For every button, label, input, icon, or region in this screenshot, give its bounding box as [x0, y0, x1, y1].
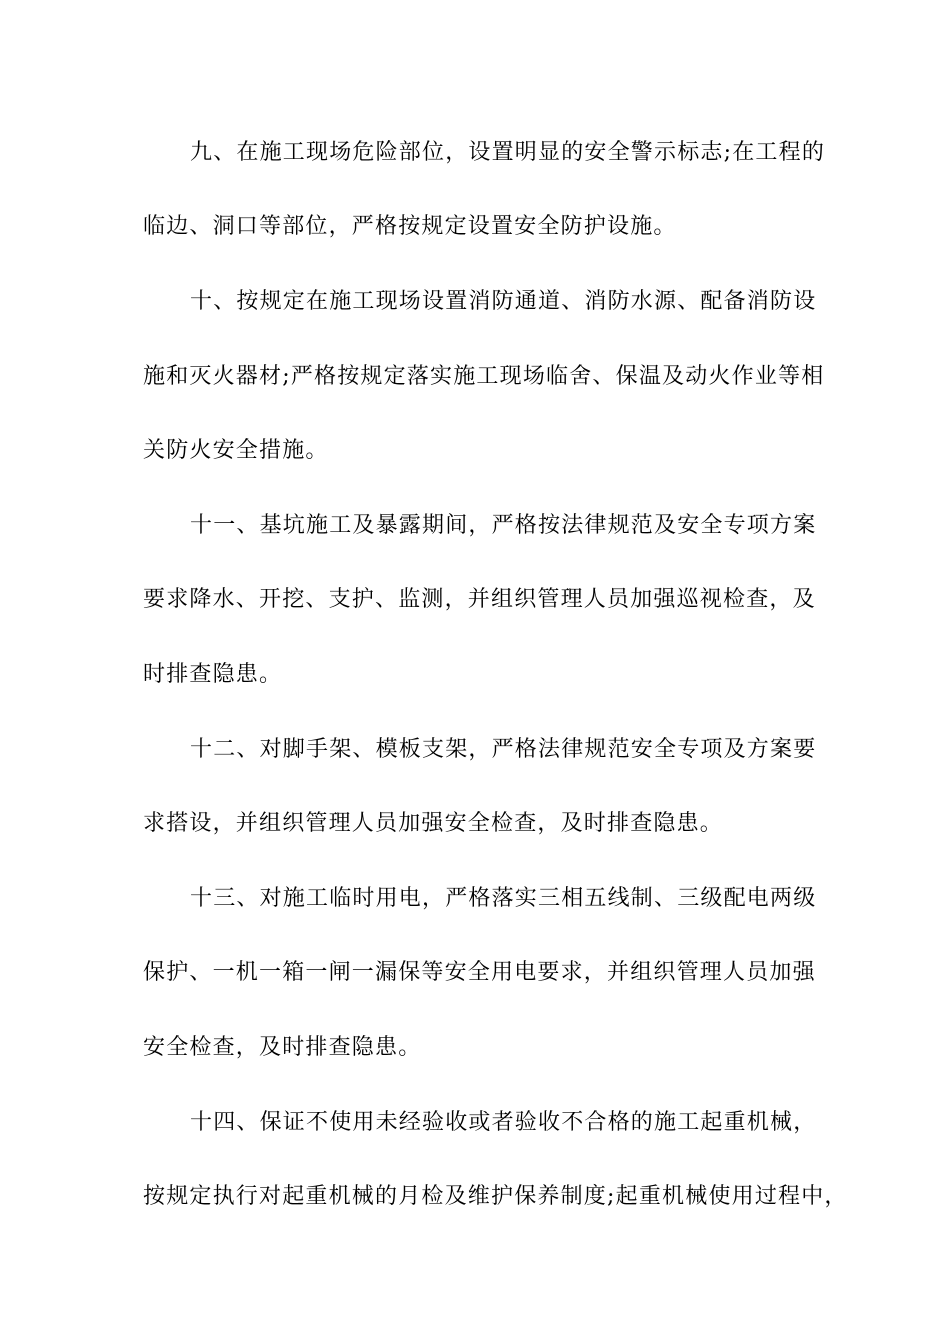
text-line: 十一、基坑施工及暴露期间，严格按法律规范及安全专项方案 — [190, 513, 817, 538]
text-line: 临边、洞口等部位，严格按规定设置安全防护设施。 — [143, 214, 677, 239]
text-line: 时排查隐患。 — [143, 662, 283, 687]
text-line: 九、在施工现场危险部位，设置明显的安全警示标志;在工程的 — [190, 140, 826, 165]
text-line: 关防火安全措施。 — [143, 438, 329, 463]
text-line: 十、按规定在施工现场设置消防通道、消防水源、配备消防设 — [190, 289, 817, 314]
text-line: 十三、对施工临时用电，严格落实三相五线制、三级配电两级 — [190, 886, 817, 911]
text-line: 施和灭火器材;严格按规定落实施工现场临舍、保温及动火作业等相 — [143, 364, 825, 389]
text-line: 十二、对脚手架、模板支架，严格法律规范安全专项及方案要 — [190, 737, 817, 762]
text-line: 求搭设，并组织管理人员加强安全检查，及时排查隐患。 — [143, 811, 724, 836]
text-line: 要求降水、开挖、支护、监测，并组织管理人员加强巡视检查，及 — [143, 587, 816, 612]
text-line: 按规定执行对起重机械的月检及维护保养制度;起重机械使用过程中， — [143, 1184, 848, 1209]
text-line: 十四、保证不使用未经验收或者验收不合格的施工起重机械， — [190, 1110, 817, 1135]
text-line: 保护、一机一箱一闸一漏保等安全用电要求，并组织管理人员加强 — [143, 960, 816, 985]
text-line: 安全检查，及时排查隐患。 — [143, 1035, 422, 1060]
